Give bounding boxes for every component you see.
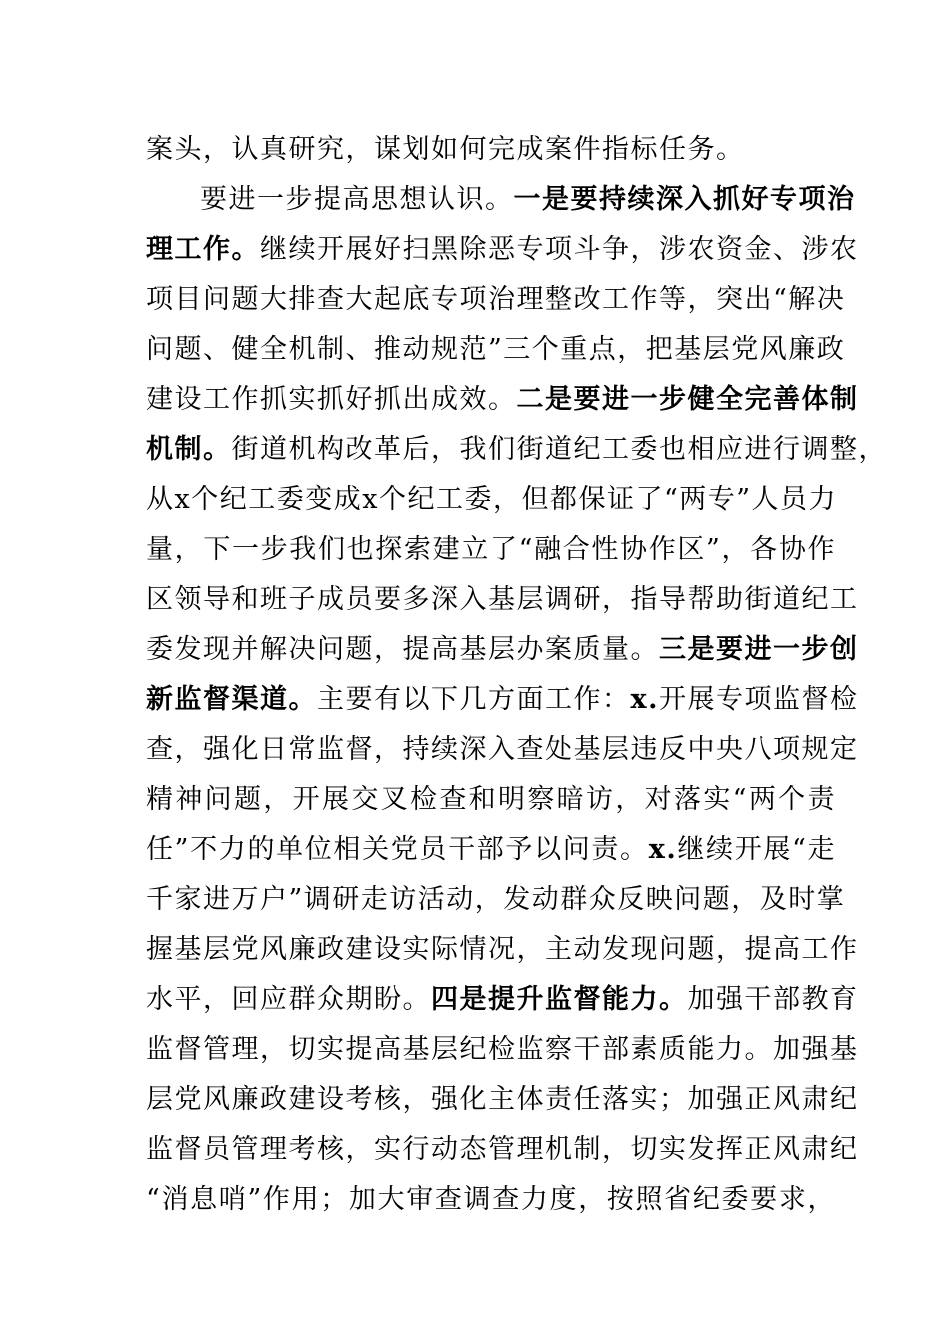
bold-heading-segment: 三是要进一步创 [659,634,859,665]
text-line [146,1175,836,1225]
text-line [146,1125,859,1175]
text-line [146,325,846,375]
bold-heading-segment: 机制。 [146,434,232,465]
text-segment: 区领导和班子成员要多深入基层调研，指导帮助街道纪工 [146,584,859,615]
bold-heading-segment: 理工作。 [146,234,260,265]
text-segment: 量，下一步我们也探索建立了“融合性协作区”，各协作 [146,534,836,565]
text-line [146,975,859,1025]
text-line [146,575,859,625]
text-segment: 握基层党风廉政建设实际情况，主动发现问题，提高工作 [146,934,859,965]
bold-list-marker: x. [630,684,659,715]
text-line [146,525,836,575]
text-segment: 层党风廉政建设考核，强化主体责任落实；加强正风肃纪 [146,1084,859,1115]
text-segment: “消息哨”作用；加大审查调查力度，按照省纪委要求， [146,1184,836,1215]
text-segment: 查，强化日常监督，持续深入查处基层违反中央八项规定 [146,734,859,765]
text-segment: 建设工作抓实抓好抓出成效。 [146,384,517,415]
text-segment: 主要有以下几方面工作： [317,684,631,715]
text-line [146,125,836,175]
bold-heading-segment: 新监督渠道。 [146,684,317,715]
text-segment: 加强干部教育 [687,984,859,1015]
bold-heading-segment: 一是要持续深入抓好专项治 [513,184,856,215]
text-segment: 水平，回应群众期盼。 [146,984,431,1015]
text-segment: 案头，认真研究，谋划如何完成案件指标任务。 [146,134,745,165]
text-line [146,1025,859,1075]
text-segment: 继续开展好扫黑除恶专项斗争，涉农资金、涉农 [260,234,859,265]
paragraph-first-line [200,175,856,225]
text-line [146,475,836,525]
text-segment: 精神问题，开展交叉检查和明察暗访，对落实“两个责 [146,784,836,815]
bold-list-marker: x. [648,834,678,865]
text-line [146,1075,859,1125]
bold-heading-segment: 四是提升监督能力。 [431,984,688,1015]
text-line [146,425,887,475]
text-line [146,275,846,325]
text-segment: 监督管理，切实提高基层纪检监察干部素质能力。加强基 [146,1034,859,1065]
text-line [146,675,859,725]
text-segment: 开展专项监督检 [659,684,859,715]
text-line [146,625,859,675]
bold-heading-segment: 二是要进一步健全完善体制 [516,384,859,415]
text-segment: 委发现并解决问题，提高基层办案质量。 [146,634,659,665]
text-line [146,875,846,925]
text-line [146,775,836,825]
text-line [146,725,859,775]
text-segment: 街道机构改革后，我们街道纪工委也相应进行调整， [231,434,887,465]
text-segment: 千家进万户”调研走访活动，发动群众反映问题，及时掌 [146,884,846,915]
text-line [146,375,859,425]
text-segment: 任”不力的单位相关党员干部予以问责。 [146,834,649,865]
text-line [146,225,859,275]
text-segment: 继续开展“走 [677,834,836,865]
text-segment: 项目问题大排查大起底专项治理整改工作等，突出“解决 [146,284,846,315]
text-line [146,825,836,875]
text-segment: 从x个纪工委变成x个纪工委，但都保证了“两专”人员力 [146,484,838,515]
text-segment: 监督员管理考核，实行动态管理机制，切实发挥正风肃纪 [146,1134,859,1165]
text-segment: 问题、健全机制、推动规范”三个重点，把基层党风廉政 [146,334,846,365]
text-line [146,925,859,975]
text-segment: 要进一步提高思想认识。 [200,184,514,215]
